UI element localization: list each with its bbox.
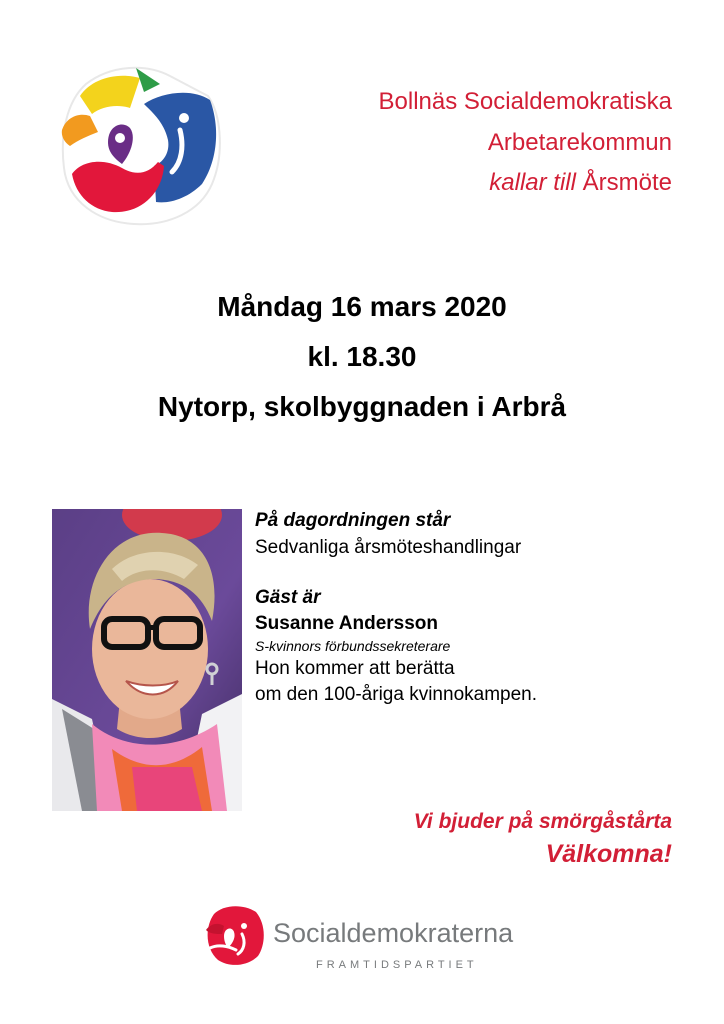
colorful-rose-logo-icon [52, 56, 224, 228]
guest-description-line2: om den 100-åriga kvinnokampen. [255, 684, 538, 705]
party-logo-colorful [52, 56, 224, 228]
guest-heading: Gäst är [255, 587, 321, 608]
party-tagline: FRAMTIDSPARTIET [316, 959, 478, 971]
meeting-call [489, 168, 672, 198]
guest-name: Susanne Andersson [255, 613, 439, 634]
meeting-call-italic: kallar till [489, 169, 576, 196]
event-time: kl. 18.30 [307, 341, 417, 372]
event-date: Måndag 16 mars 2020 [217, 291, 507, 322]
meeting-call-title: Årsmöte [575, 169, 672, 196]
organization-name-line1: Bollnäs Socialdemokratiska [378, 88, 672, 115]
refreshments-note: Vi bjuder på smörgåstårta [413, 810, 672, 833]
footer-logo [200, 900, 270, 970]
welcome-text: Välkomna! [545, 840, 672, 868]
agenda-text: Sedvanliga årsmöteshandlingar [255, 537, 522, 558]
guest-photo [52, 509, 242, 811]
guest-role: S-kvinnors förbundssekreterare [255, 638, 451, 654]
agenda-heading: På dagordningen står [255, 510, 451, 531]
party-name: Socialdemokraterna [273, 918, 514, 948]
organization-name-line2: Arbetarekommun [487, 129, 672, 156]
guest-description-line1: Hon kommer att berätta [255, 658, 455, 679]
red-rose-logo-icon [200, 900, 270, 970]
guest-portrait-image [52, 509, 242, 811]
event-place: Nytorp, skolbyggnaden i Arbrå [157, 391, 567, 422]
